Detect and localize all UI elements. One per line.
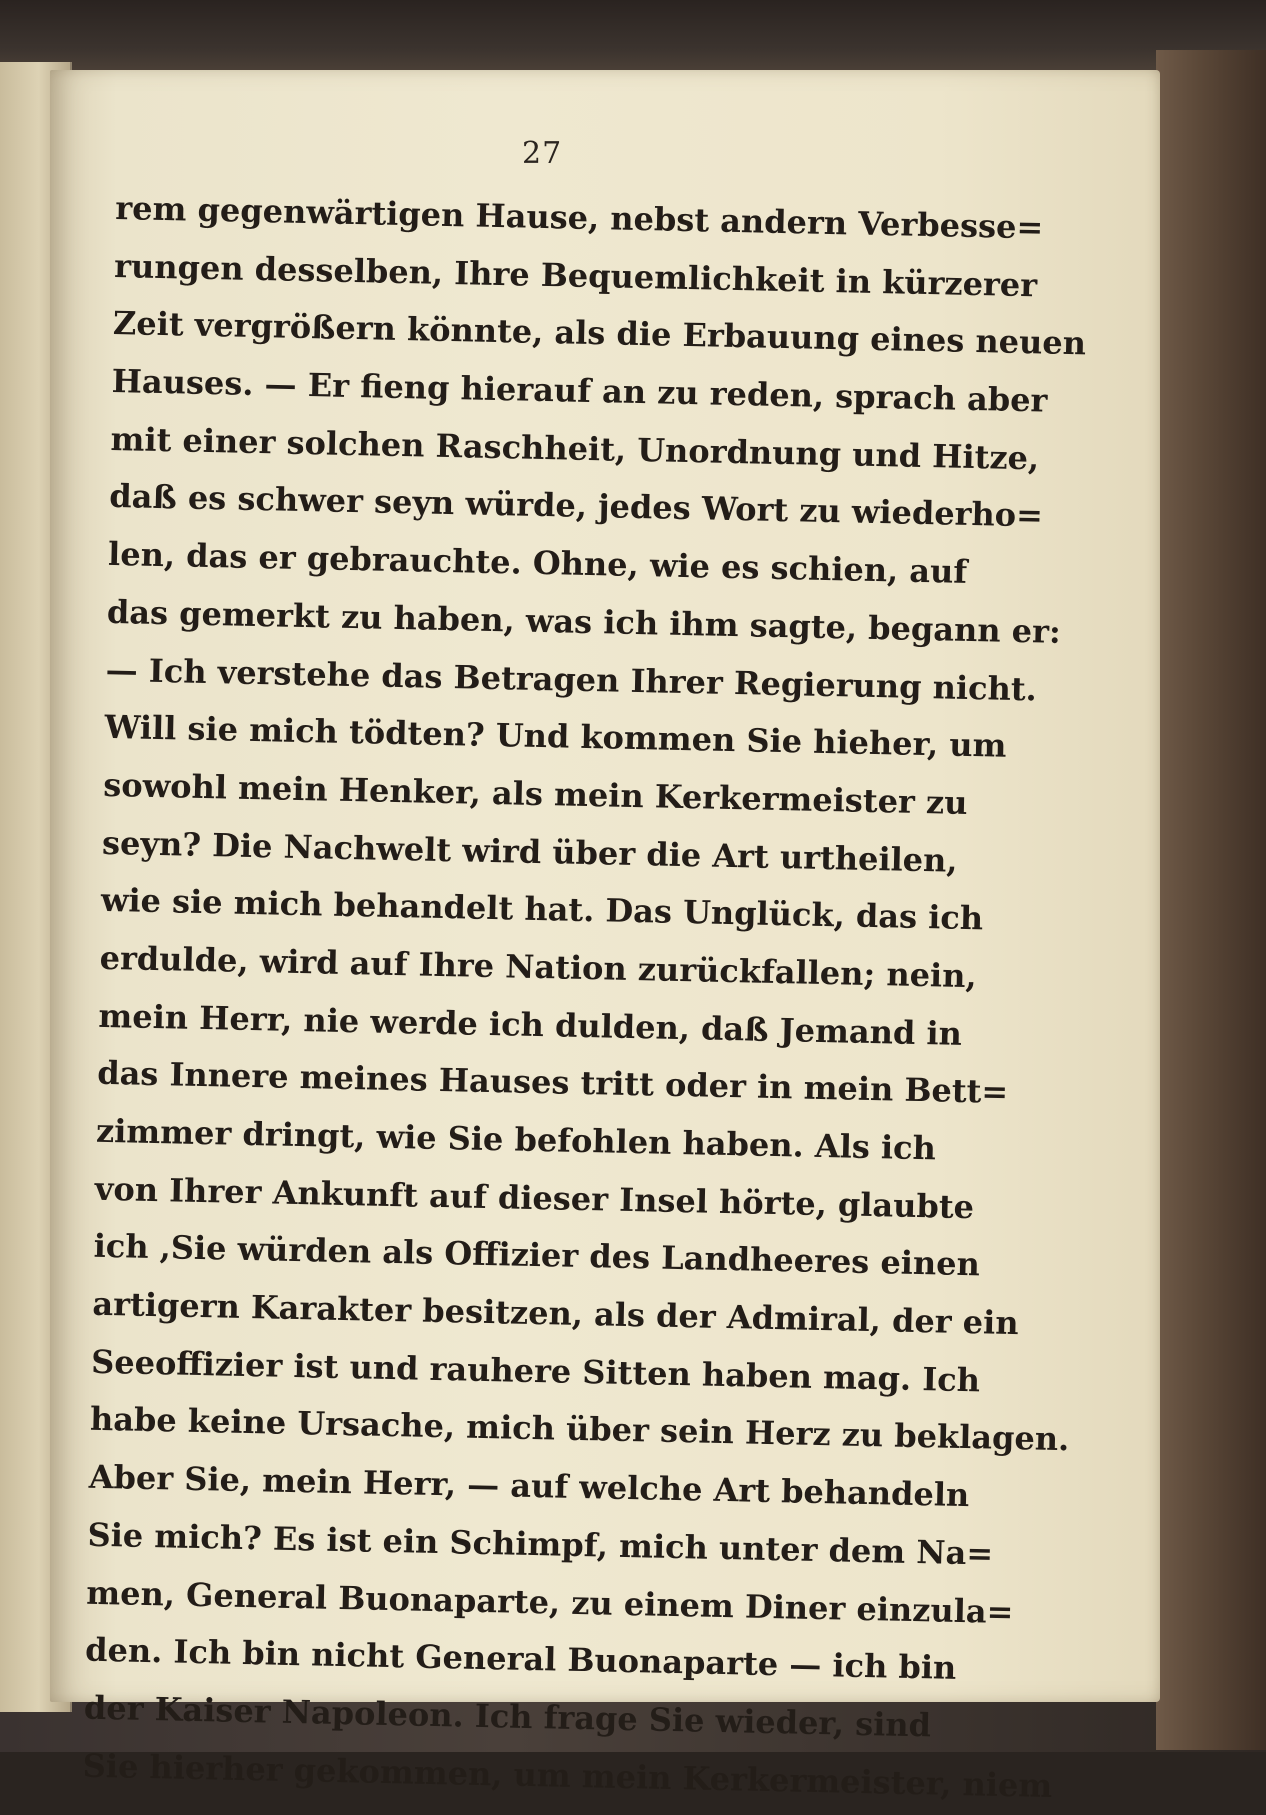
text-line: wie sie mich behandelt hat. Das Unglück, das ich xyxy=(100,881,984,938)
scan-background-top xyxy=(0,0,1266,70)
text-line: das Innere meines Hauses tritt oder in mein Bett= xyxy=(96,1054,1009,1112)
text-line: rem gegenwärtigen Hause, nebst andern Verbesse= xyxy=(115,188,1044,247)
page-text xyxy=(82,180,1087,1814)
text-line: Zeit vergrößern könnte, als die Erbauung eines neuen xyxy=(112,304,1087,363)
text-line: mein Herr, nie werde ich dulden, daß Jemand in xyxy=(98,996,963,1053)
text-line: rungen desselben, Ihre Bequemlichkeit in kürzerer xyxy=(113,246,1038,304)
text-line: habe keine Ursache, mich über sein Herz zu beklagen. xyxy=(89,1400,1070,1459)
text-line: Seeoffizier ist und rauhere Sitten haben mag. Ich xyxy=(90,1342,981,1400)
text-line: Aber Sie, mein Herr, — auf welche Art behandeln xyxy=(88,1457,970,1515)
text-line: der Kaiser Napoleon. Ich frage Sie wieder, sind xyxy=(83,1688,932,1745)
text-line: sowohl mein Henker, als mein Kerkermeister zu xyxy=(102,765,968,822)
text-line: den. Ich bin nicht General Buonaparte — ich bin xyxy=(84,1630,957,1688)
text-line: das gemerkt zu haben, was ich ihm sagte, begann er: xyxy=(106,592,1062,651)
text-line: ich ,Sie würden als Offizier des Landheeres einen xyxy=(93,1227,981,1284)
text-line: Will sie mich tödten? Und kommen Sie hieher, um xyxy=(104,708,1007,765)
text-line: Sie hierher gekommen, um mein Kerkermeister, niem xyxy=(82,1746,1053,1805)
text-line: seyn? Die Nachwelt wird über die Art urtheilen, xyxy=(101,823,958,880)
text-line: len, das er gebrauchte. Ohne, wie es schien, auf xyxy=(107,535,968,592)
text-line: mit einer solchen Raschheit, Unordnung und Hitze, xyxy=(110,419,1040,478)
book-page xyxy=(50,70,1160,1805)
text-line: daß es schwer seyn würde, jedes Wort zu wiederho= xyxy=(108,477,1044,535)
book-cover-edge xyxy=(1156,50,1266,1750)
text-line: zimmer dringt, wie Sie befohlen haben. Als ich xyxy=(95,1111,937,1168)
text-line: Hauses. — Er fieng hierauf an zu reden, sprach aber xyxy=(111,362,1048,420)
page-number: 27 xyxy=(522,136,563,171)
text-line: men, General Buonaparte, zu einem Diner einzula= xyxy=(86,1573,1014,1631)
text-line: — Ich verstehe das Betragen Ihrer Regierung nicht. xyxy=(105,650,1038,708)
text-line: von Ihrer Ankunft auf dieser Insel hörte, glaubte xyxy=(94,1169,975,1226)
text-line: erdulde, wird auf Ihre Nation zurückfallen; nein, xyxy=(99,938,977,996)
text-line: artigern Karakter besitzen, als der Admiral, der ein xyxy=(92,1284,1019,1343)
text-line: Sie mich? Es ist ein Schimpf, mich unter dem Na= xyxy=(87,1515,994,1573)
